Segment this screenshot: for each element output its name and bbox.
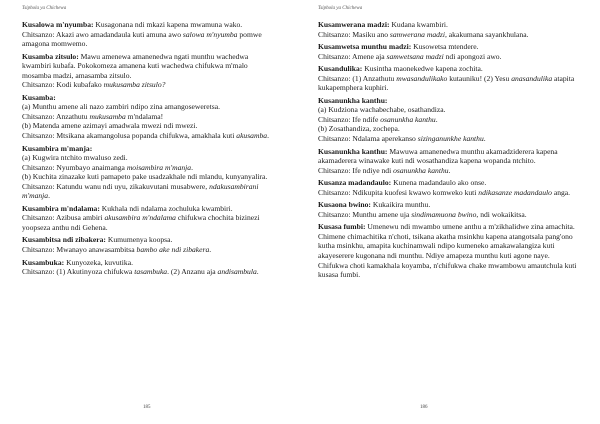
entry-definition <box>22 235 272 245</box>
entry-text: Chitsanzo: Anzathutu <box>22 111 90 121</box>
example-phrase: akusamba <box>236 131 268 141</box>
entry-line <box>22 153 272 163</box>
entry-text: Kusagonana ndi mkazi kapena mwamuna wako. <box>93 20 243 29</box>
entry-text: chifukwa chochita bizinezi yoopseza anthu ndi Gehena. <box>22 213 260 232</box>
headword: Kusambira m'manja: <box>22 143 93 153</box>
entry-text: atapita kukapemphera kuphiri. <box>318 73 575 93</box>
entry-text: . <box>209 245 212 255</box>
entry-text: Chitsanzo: Akazi awo amadandaula kuti amuna awo <box>22 29 183 39</box>
example-phrase: bambo ake ndi zibakera <box>136 245 210 255</box>
entry-text: Chitsanzo: (1) Akutinyoza chifukwa <box>22 267 135 277</box>
entry-text: Kunyozeka, kuvutika. <box>64 257 133 267</box>
example-phrase: samwerana madzi <box>389 29 445 39</box>
dictionary-entry <box>22 235 272 254</box>
headword: Kusamwerana madzi: <box>318 20 390 29</box>
entry-text: Chitsanzo: Katundu wanu ndi uyu, zikakuvutani musabwere, <box>22 181 210 191</box>
example-phrase: tasambuka <box>134 267 168 277</box>
dictionary-entry <box>318 178 580 197</box>
entry-text: m'ndalama! <box>125 111 164 121</box>
dictionary-entry <box>22 258 272 277</box>
entry-text: , akakumana sayankhulana. <box>444 29 529 39</box>
example-phrase: moisambira m'manja <box>126 162 192 172</box>
headword: Kusasa fumbi: <box>318 222 366 232</box>
dictionary-entry <box>318 20 580 39</box>
dictionary-entry <box>318 147 580 176</box>
dictionary-entry <box>318 200 580 219</box>
entry-line <box>22 112 272 122</box>
entry-text: Kudana kwambiri. <box>389 20 448 29</box>
entry-line <box>318 52 580 62</box>
dictionary-column <box>318 20 580 283</box>
entry-line <box>318 30 580 40</box>
entry-text: kutauniku! (2) Yesu <box>447 73 512 83</box>
entry-text: Chitsanzo: Azibusa ambiri <box>22 213 105 223</box>
entry-line <box>22 267 272 277</box>
entry-text: Chitsanzo: Mtsikana akamangolusa popanda chifukwa, amakhala kuti <box>22 131 237 141</box>
dictionary-entry <box>22 144 272 201</box>
entry-line <box>318 166 580 176</box>
entry-definition <box>318 178 580 188</box>
entry-definition <box>22 204 272 214</box>
dictionary-entry <box>22 20 272 49</box>
dictionary-column <box>22 20 272 280</box>
entry-text: . <box>448 165 451 175</box>
entry-text: . <box>48 191 50 201</box>
headword: Kusanunkha kanthu: <box>318 146 388 156</box>
dictionary-entry <box>22 93 272 141</box>
right-page <box>300 0 600 424</box>
entry-line <box>22 80 272 90</box>
entry-text: Chitsanzo: Ife ndiye ndi <box>318 165 394 175</box>
entry-line <box>318 105 580 115</box>
entry-line <box>318 115 580 125</box>
headword: Kusambira m'ndalama: <box>22 203 100 213</box>
dictionary-entry <box>318 64 580 93</box>
entry-text: Kunena madandaulo ako onse. <box>391 178 487 188</box>
entry-text: Kumumenya koopsa. <box>105 235 173 245</box>
running-head: Tsiphola ya Chichewa <box>22 6 67 11</box>
example-phrase: salowa m'nyumba <box>182 29 238 39</box>
entry-text: (a) Kugwira ntchito mwaluso zedi. <box>22 153 128 163</box>
entry-definition <box>22 258 272 268</box>
entry-line <box>318 134 580 144</box>
example-phrase: ndikasanze madandaulo <box>478 187 552 197</box>
entry-definition <box>318 20 580 30</box>
entry-text: anga. <box>551 187 571 197</box>
entry-line <box>318 210 580 220</box>
entry-text: Kukaikira munthu. <box>370 200 431 210</box>
entry-text: (b) Zosathandiza, zochepa. <box>318 124 400 134</box>
example-phrase: osanunkha kanthu <box>393 165 449 175</box>
entry-text: Chitsanzo: Kodi kubafako <box>22 80 104 90</box>
dictionary-entry <box>318 96 580 144</box>
dictionary-entry <box>318 222 580 279</box>
headword: Kusamwetsa munthu madzi: <box>318 42 412 52</box>
entry-text: , ndi wokaikitsa. <box>476 209 527 219</box>
page-number: 186 <box>420 405 428 410</box>
entry-line <box>22 30 272 49</box>
dictionary-entry <box>318 42 580 61</box>
example-phrase: samwetsana madzi <box>386 51 444 61</box>
entry-text: Umenewu ndi mwambo umene anthu a m'zikhalidwe zina amachita. Chimene chimachitika n'choti, tsikana akatha msinkhu kapena atangotsala pang'ono kutha msinkhu, amapita kuchinamwali ndipo kumeneko amakawalangiza kuti akayeserere kugonana ndi munthu. Ndiye amapeza munthu kuti agone naye. Chifukwa choti kamakhala koyamba, n'chifukwa chake mwambowu amautchula kuti kusasa fumbi. <box>318 222 577 280</box>
entry-definition <box>318 200 580 210</box>
entry-definition <box>22 144 272 154</box>
example-phrase: anasandulika <box>511 73 553 83</box>
dictionary-entry <box>22 52 272 90</box>
example-phrase: osanunkha kanthu <box>380 114 436 124</box>
entry-line <box>22 213 272 232</box>
entry-text: ndi apongozi awo. <box>443 51 502 61</box>
headword: Kusanunkha kanthu: <box>318 95 388 105</box>
entry-definition <box>318 147 580 166</box>
headword: Kusambuka: <box>22 257 65 267</box>
entry-text: . <box>483 134 486 144</box>
entry-text: Kusintha maonekedwe kapena zochita. <box>362 64 483 74</box>
entry-line <box>22 121 272 131</box>
example-phrase: sizinganunkhe kanthu <box>417 134 484 144</box>
example-phrase: mukusamba zitsulo? <box>103 80 166 90</box>
entry-definition <box>22 20 272 30</box>
entry-text: Chitsanzo: Munthu amene uja <box>318 209 412 219</box>
entry-text: (b) Kuchita zinazake kuti pamapeto pake usadzakhale ndi mlandu, kunyanyalira. <box>22 172 268 182</box>
entry-line <box>22 172 272 182</box>
entry-text: pomwe amagona momwemo. <box>22 29 262 49</box>
page-number: 185 <box>143 405 151 410</box>
headword: Kusaona bwino: <box>318 200 371 210</box>
entry-line <box>22 102 272 112</box>
entry-text: Mawu amenewa amanenedwa ngati munthu wachedwa kwambiri kubafa. Pokokomeza amanena kuti wachedwa chifukwa m'malo mosamba madzi, amasamba zitsulo. <box>22 51 249 80</box>
headword: Kusamba zitsulo: <box>22 51 79 61</box>
entry-text: Chitsanzo: Ndalama aperekanso <box>318 134 418 144</box>
entry-definition <box>318 96 580 106</box>
entry-text: (b) Matenda amene azimayi amadwala mwezi ndi mwezi. <box>22 121 198 131</box>
entry-text: (a) Kudziona wachabechabe, osathandiza. <box>318 105 446 115</box>
entry-text: Chitsanzo: (1) Anzathutu <box>318 73 397 83</box>
entry-definition <box>318 64 580 74</box>
entry-line <box>318 74 580 93</box>
entry-text: Chitsanzo: Ndikupita kuofesi kwawo komweko kuti <box>318 187 479 197</box>
entry-line <box>22 245 272 255</box>
example-phrase: akusambira m'ndalama <box>104 213 176 223</box>
entry-line <box>22 163 272 173</box>
example-phrase: andisambula <box>217 267 257 277</box>
entry-text: Chitsanzo: Masiku ano <box>318 29 390 39</box>
entry-text: (a) Munthu amene ali nazo zambiri ndipo zina amangoseweretsa. <box>22 102 220 112</box>
entry-text: Chitsanzo: Ife ndife <box>318 114 381 124</box>
entry-text: Chitsanzo: Mwanayo anawasambitsa <box>22 245 137 255</box>
headword: Kusalowa m'nyumba: <box>22 20 94 29</box>
entry-definition <box>318 42 580 52</box>
entry-line <box>22 182 272 201</box>
entry-line <box>318 188 580 198</box>
entry-text: . (2) Anzanu aja <box>167 267 218 277</box>
headword: Kusanza madandaulo: <box>318 178 392 188</box>
headword: Kusandulika: <box>318 64 363 74</box>
headword: Kusambitsa ndi zibakera: <box>22 235 106 245</box>
entry-text: Kusowetsa mtendere. <box>411 42 479 52</box>
entry-text: Kukhala ndi ndalama zochuluka kwambiri. <box>99 203 233 213</box>
entry-text: . <box>191 162 193 172</box>
entry-text: . <box>256 267 259 277</box>
entry-definition <box>318 222 580 279</box>
entry-text: Mawuwa amanenedwa munthu akamadziderera kapena akamaderera winawake kuti ndi wosathandiza kapena wopanda ntchito. <box>318 146 558 166</box>
running-head: Tsiphola ya Chichewa <box>318 6 363 11</box>
entry-definition <box>22 93 272 103</box>
example-phrase: ndakusambirani m'manja <box>22 181 259 201</box>
headword: Kusamba: <box>22 92 56 102</box>
entry-text: Chitsanzo: Amene aja <box>318 51 387 61</box>
entry-definition <box>22 52 272 81</box>
example-phrase: sindimamuona bwino <box>411 209 477 219</box>
dictionary-entry <box>22 204 272 233</box>
entry-line <box>318 124 580 134</box>
example-phrase: mukusamba <box>89 111 126 121</box>
example-phrase: mwasandulikako <box>396 73 448 83</box>
entry-line <box>22 131 272 141</box>
entry-text: . <box>267 131 269 141</box>
entry-text: . <box>435 114 438 124</box>
entry-text: Chitsanzo: Nyumbayo anaimanga <box>22 162 127 172</box>
